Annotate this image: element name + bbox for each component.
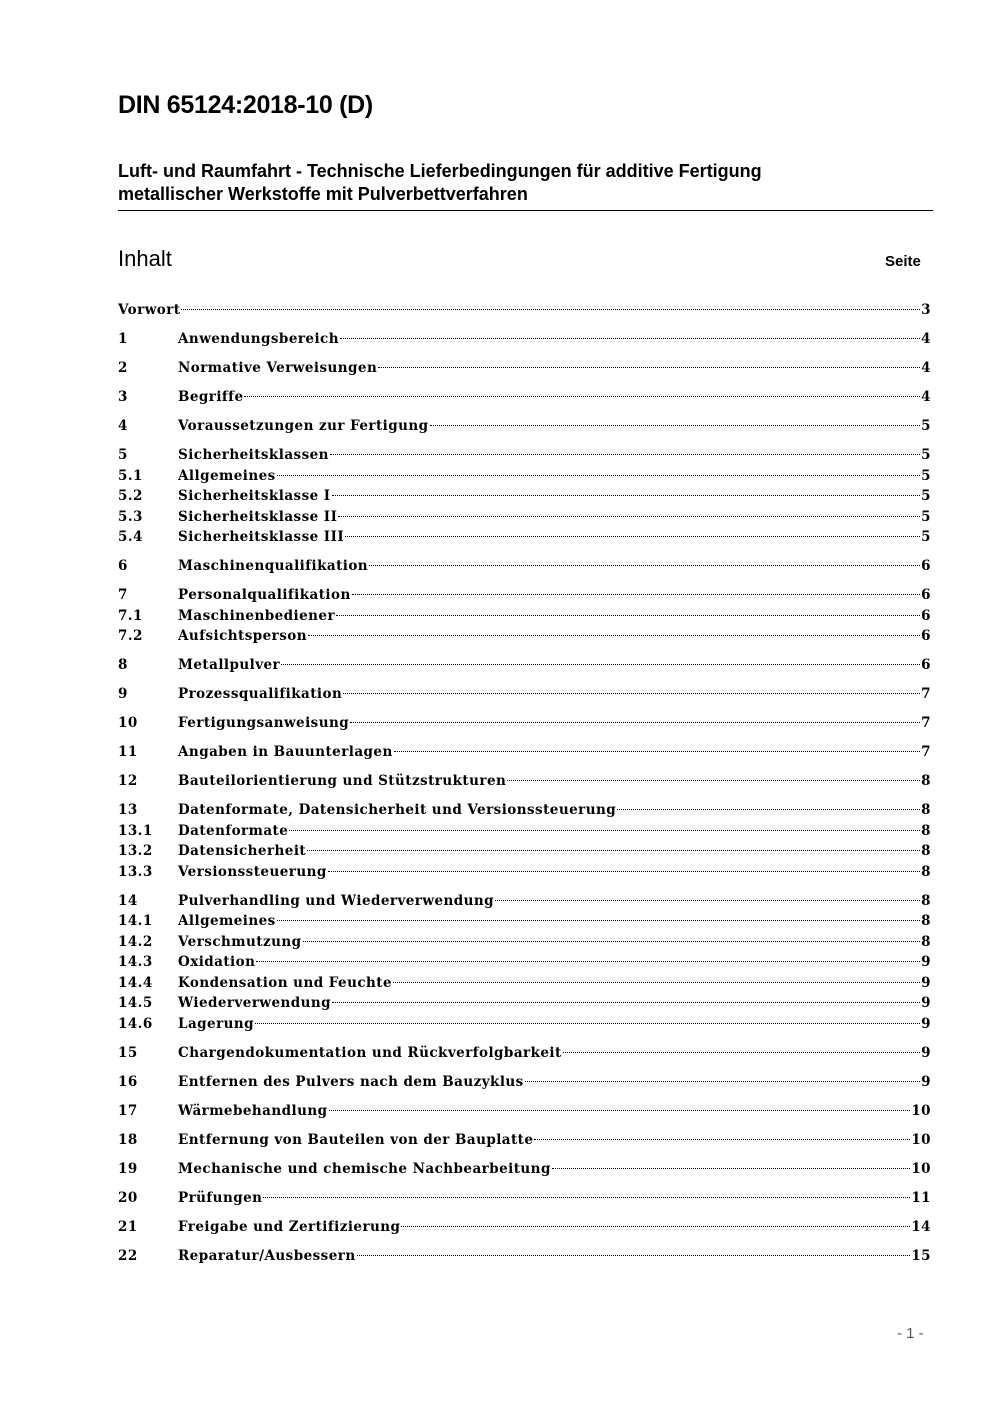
- toc-leader-dots: [340, 338, 920, 339]
- toc-entry-page: 6: [921, 587, 931, 603]
- toc-entry-title: Aufsichtsperson: [178, 628, 308, 644]
- toc-entry-14-2[interactable]: [118, 932, 931, 953]
- toc-entry-number: 4: [118, 418, 128, 434]
- toc-entry-title: Datenformate: [178, 822, 289, 839]
- toc-entry-title: Bauteilorientierung und Stützstrukturen: [178, 773, 507, 789]
- toc-entry-title: Wiederverwendung: [178, 995, 332, 1011]
- toc-entry-page: 14: [911, 1218, 931, 1235]
- toc-entry-10[interactable]: [118, 713, 931, 734]
- toc-entry-number: 13.3: [118, 863, 153, 880]
- toc-leader-dots: [352, 594, 920, 595]
- toc-entry-number: 20: [118, 1189, 138, 1206]
- toc-entry-page: 8: [921, 913, 931, 929]
- toc-entry-page: 8: [921, 843, 931, 859]
- toc-entry-number: 3: [118, 389, 128, 405]
- toc-entry-page: 9: [921, 954, 931, 970]
- toc-entry-page: 9: [921, 1015, 931, 1032]
- toc-entry-number: 17: [118, 1102, 138, 1119]
- toc-entry-2[interactable]: [118, 358, 931, 379]
- toc-entry-number: 16: [118, 1073, 138, 1090]
- toc-entry-number: 13: [118, 802, 138, 818]
- toc-entry-number: 5.2: [118, 488, 143, 504]
- toc-entry-page: 9: [921, 974, 931, 991]
- toc-entry-number: 18: [118, 1131, 138, 1148]
- toc-entry-title: Sicherheitsklasse III: [178, 529, 345, 545]
- toc-entry-page: 5: [921, 467, 931, 484]
- toc-leader-dots: [336, 615, 920, 616]
- toc-entry-title: Versionssteuerung: [178, 863, 327, 880]
- toc-entry-page: 8: [921, 822, 931, 839]
- toc-entry-13[interactable]: [118, 800, 931, 821]
- toc-entry-13-1[interactable]: [118, 821, 931, 842]
- toc-entry-page: 7: [921, 715, 931, 731]
- toc-entry-page: 10: [911, 1131, 931, 1148]
- toc-entry-title: Sicherheitsklasse II: [178, 508, 338, 525]
- toc-entry-number: 9: [118, 686, 128, 702]
- toc-entry-number: 14.6: [118, 1015, 153, 1032]
- toc-entry-22[interactable]: [118, 1246, 931, 1267]
- toc-entry-title: Voraussetzungen zur Fertigung: [178, 418, 429, 434]
- toc-leader-dots: [378, 367, 920, 368]
- toc-entry-page: 6: [921, 657, 931, 673]
- toc-entry-19[interactable]: [118, 1159, 931, 1180]
- toc-entry-number: 19: [118, 1160, 138, 1177]
- toc-entry-page: 8: [921, 802, 931, 818]
- toc-leader-dots: [330, 454, 920, 455]
- toc-leader-dots: [357, 1255, 911, 1256]
- toc-entry-title: Begriffe: [178, 389, 244, 405]
- toc-leader-dots: [281, 664, 920, 665]
- toc-entry-page: 3: [921, 302, 931, 318]
- toc-entry-number: 7.1: [118, 607, 143, 624]
- toc-entry-number: 5: [118, 447, 128, 463]
- toc-entry-title: Lagerung: [178, 1015, 255, 1032]
- toc-leader-dots: [525, 1081, 920, 1082]
- page-number: - 1 -: [897, 1325, 924, 1342]
- toc-leader-dots: [277, 475, 920, 476]
- toc-entry-title: Reparatur/Ausbessern: [178, 1247, 356, 1264]
- toc-entry-number: 14.3: [118, 954, 153, 970]
- toc-entry-20[interactable]: [118, 1188, 931, 1209]
- toc-entry-number: 13.1: [118, 822, 153, 839]
- toc-entry-page: 9: [921, 995, 931, 1011]
- toc-entry-page: 8: [921, 773, 931, 789]
- toc-entry-1[interactable]: [118, 329, 931, 350]
- toc-entry-title: Allgemeines: [178, 913, 276, 929]
- toc-entry-page: 5: [921, 508, 931, 525]
- toc-entry-number: 14.5: [118, 995, 153, 1011]
- toc-entry-page: 8: [921, 863, 931, 880]
- toc-entry-page: 10: [911, 1102, 931, 1119]
- toc-entry-page: 5: [921, 447, 931, 463]
- toc-entry-title: Fertigungsanweisung: [178, 715, 350, 731]
- toc-entry-page: 6: [921, 558, 931, 574]
- toc-entry-title: Oxidation: [178, 954, 256, 970]
- toc-entry-5-3[interactable]: [118, 507, 931, 528]
- toc-entry-15[interactable]: [118, 1043, 931, 1064]
- toc-entry-page: 9: [921, 1044, 931, 1061]
- toc-leader-dots: [343, 693, 920, 694]
- toc-entry-title: Sicherheitsklasse I: [178, 488, 331, 504]
- toc-entry-5-2[interactable]: [118, 486, 931, 507]
- toc-entry-14-1[interactable]: [118, 911, 931, 932]
- toc-leader-dots: [345, 536, 920, 537]
- toc-entry-14-6[interactable]: [118, 1014, 931, 1035]
- toc-entry-number: 8: [118, 657, 128, 673]
- toc-entry-7-1[interactable]: [118, 606, 931, 627]
- toc-entry-page: 8: [921, 933, 931, 950]
- toc-entry-title: Sicherheitsklassen: [178, 447, 329, 463]
- toc-entry-title: Angaben in Bauunterlagen: [178, 744, 393, 760]
- toc-entry-title: Anwendungsbereich: [178, 331, 339, 347]
- toc-entry-title: Datensicherheit: [178, 843, 307, 859]
- toc-entry-title: Wärmebehandlung: [178, 1102, 328, 1119]
- toc-entry-title: Personalqualifikation: [178, 587, 351, 603]
- toc-entry-page: 10: [911, 1160, 931, 1177]
- toc-entry-13-3[interactable]: [118, 862, 931, 883]
- toc-leader-dots: [328, 871, 920, 872]
- toc-page-column-label: Seite: [885, 253, 921, 270]
- toc-entry-number: 14.2: [118, 933, 153, 950]
- toc-leader-dots: [552, 1168, 910, 1169]
- toc-entry-title: Metallpulver: [178, 657, 281, 673]
- toc-entry-title: Verschmutzung: [178, 933, 302, 950]
- toc-entry-number: 5.3: [118, 508, 143, 525]
- toc-entry-page: 6: [921, 628, 931, 644]
- toc-entry-title: Pulverhandling und Wiederverwendung: [178, 892, 495, 909]
- toc-entry-title: Datenformate, Datensicherheit und Versionssteuerung: [178, 802, 617, 818]
- toc-leader-dots: [308, 635, 920, 636]
- toc-leader-dots: [303, 941, 921, 942]
- toc-entry-5-1[interactable]: [118, 466, 931, 487]
- toc-entry-title: Mechanische und chemische Nachbearbeitung: [178, 1160, 551, 1177]
- toc-leader-dots: [350, 722, 920, 723]
- toc-entry-vorwort[interactable]: [118, 300, 931, 321]
- toc-entry-3[interactable]: [118, 387, 931, 408]
- toc-entry-6[interactable]: [118, 556, 931, 577]
- toc-leader-dots: [393, 982, 920, 983]
- toc-leader-dots: [430, 425, 921, 426]
- toc-entry-number: 21: [118, 1218, 138, 1235]
- toc-entry-5-4[interactable]: [118, 527, 931, 548]
- toc-entry-page: 4: [921, 389, 931, 405]
- toc-entry-title: Kondensation und Feuchte: [178, 974, 393, 991]
- toc-entry-page: 7: [921, 686, 931, 702]
- toc-leader-dots: [369, 565, 920, 566]
- toc-entry-7-2[interactable]: [118, 626, 931, 647]
- toc-entry-page: 5: [921, 488, 931, 504]
- toc-leader-dots: [256, 961, 920, 962]
- toc-entry-title: Maschinenqualifikation: [178, 558, 369, 574]
- toc-entry-17[interactable]: [118, 1101, 931, 1122]
- document-subtitle: [118, 160, 933, 211]
- document-title: DIN 65124:2018-10 (D): [118, 91, 373, 119]
- toc-entry-page: 9: [921, 1073, 931, 1090]
- toc-entry-number: 7: [118, 587, 128, 603]
- toc-entry-number: 6: [118, 558, 128, 574]
- toc-leader-dots: [394, 751, 920, 752]
- toc-leader-dots: [332, 1002, 920, 1003]
- toc-leader-dots: [289, 830, 920, 831]
- toc-entry-number: 1: [118, 331, 128, 347]
- table-of-contents: [118, 300, 931, 1266]
- toc-entry-title: Prozessqualifikation: [178, 686, 343, 702]
- toc-leader-dots: [338, 516, 920, 517]
- toc-entry-number: 13.2: [118, 843, 153, 859]
- toc-entry-5[interactable]: [118, 445, 931, 466]
- toc-leader-dots: [277, 920, 920, 921]
- toc-entry-number: 7.2: [118, 628, 143, 644]
- toc-entry-number: 14.1: [118, 913, 153, 929]
- toc-entry-7[interactable]: [118, 585, 931, 606]
- toc-entry-13-2[interactable]: [118, 841, 931, 862]
- toc-entry-page: 6: [921, 607, 931, 624]
- toc-entry-title: Vorwort: [118, 302, 181, 318]
- toc-entry-number: 2: [118, 360, 128, 376]
- toc-entry-page: 15: [911, 1247, 931, 1264]
- subtitle-line-1: Luft- und Raumfahrt - Technische Lieferbedingungen für additive Fertigung: [118, 161, 762, 181]
- toc-entry-number: 22: [118, 1247, 138, 1264]
- toc-entry-page: 4: [921, 331, 931, 347]
- toc-entry-number: 14.4: [118, 974, 153, 991]
- toc-entry-number: 11: [118, 744, 138, 760]
- toc-leader-dots: [401, 1226, 910, 1227]
- toc-heading: Inhalt: [118, 246, 172, 271]
- toc-leader-dots: [244, 396, 920, 397]
- toc-leader-dots: [332, 495, 921, 496]
- toc-entry-number: 12: [118, 773, 138, 789]
- toc-entry-4[interactable]: [118, 416, 931, 437]
- toc-leader-dots: [263, 1197, 910, 1198]
- toc-leader-dots: [495, 900, 920, 901]
- toc-leader-dots: [255, 1023, 920, 1024]
- toc-entry-14-5[interactable]: [118, 993, 931, 1014]
- toc-entry-page: 4: [921, 360, 931, 376]
- toc-entry-8[interactable]: [118, 655, 931, 676]
- toc-entry-number: 5.1: [118, 467, 143, 484]
- toc-entry-title: Freigabe und Zertifizierung: [178, 1218, 401, 1235]
- toc-entry-14-4[interactable]: [118, 973, 931, 994]
- toc-entry-title: Maschinenbediener: [178, 607, 336, 624]
- toc-leader-dots: [563, 1052, 920, 1053]
- toc-entry-11[interactable]: [118, 742, 931, 763]
- toc-entry-14-3[interactable]: [118, 952, 931, 973]
- toc-entry-12[interactable]: [118, 771, 931, 792]
- toc-leader-dots: [617, 809, 920, 810]
- toc-entry-number: 15: [118, 1044, 138, 1061]
- toc-entry-title: Allgemeines: [178, 467, 276, 484]
- toc-entry-14[interactable]: [118, 891, 931, 912]
- toc-entry-page: 11: [911, 1189, 931, 1206]
- toc-leader-dots: [307, 850, 920, 851]
- subtitle-line-2: metallischer Werkstoffe mit Pulverbettverfahren: [118, 184, 528, 204]
- toc-entry-page: 5: [921, 529, 931, 545]
- toc-entry-21[interactable]: [118, 1217, 931, 1238]
- toc-entry-page: 5: [921, 418, 931, 434]
- toc-entry-number: 10: [118, 715, 138, 731]
- toc-entry-16[interactable]: [118, 1072, 931, 1093]
- toc-entry-title: Prüfungen: [178, 1189, 263, 1206]
- toc-entry-title: Normative Verweisungen: [178, 360, 378, 376]
- toc-entry-9[interactable]: [118, 684, 931, 705]
- toc-entry-title: Entfernung von Bauteilen von der Bauplatte: [178, 1131, 534, 1148]
- toc-entry-page: 8: [921, 892, 931, 909]
- toc-entry-number: 5.4: [118, 529, 143, 545]
- toc-entry-title: Chargendokumentation und Rückverfolgbarkeit: [178, 1044, 562, 1061]
- toc-entry-title: Entfernen des Pulvers nach dem Bauzyklus: [178, 1073, 524, 1090]
- toc-leader-dots: [507, 780, 920, 781]
- toc-leader-dots: [329, 1110, 911, 1111]
- toc-leader-dots: [534, 1139, 910, 1140]
- toc-entry-page: 7: [921, 744, 931, 760]
- toc-leader-dots: [181, 309, 920, 310]
- toc-entry-18[interactable]: [118, 1130, 931, 1151]
- toc-entry-number: 14: [118, 892, 138, 909]
